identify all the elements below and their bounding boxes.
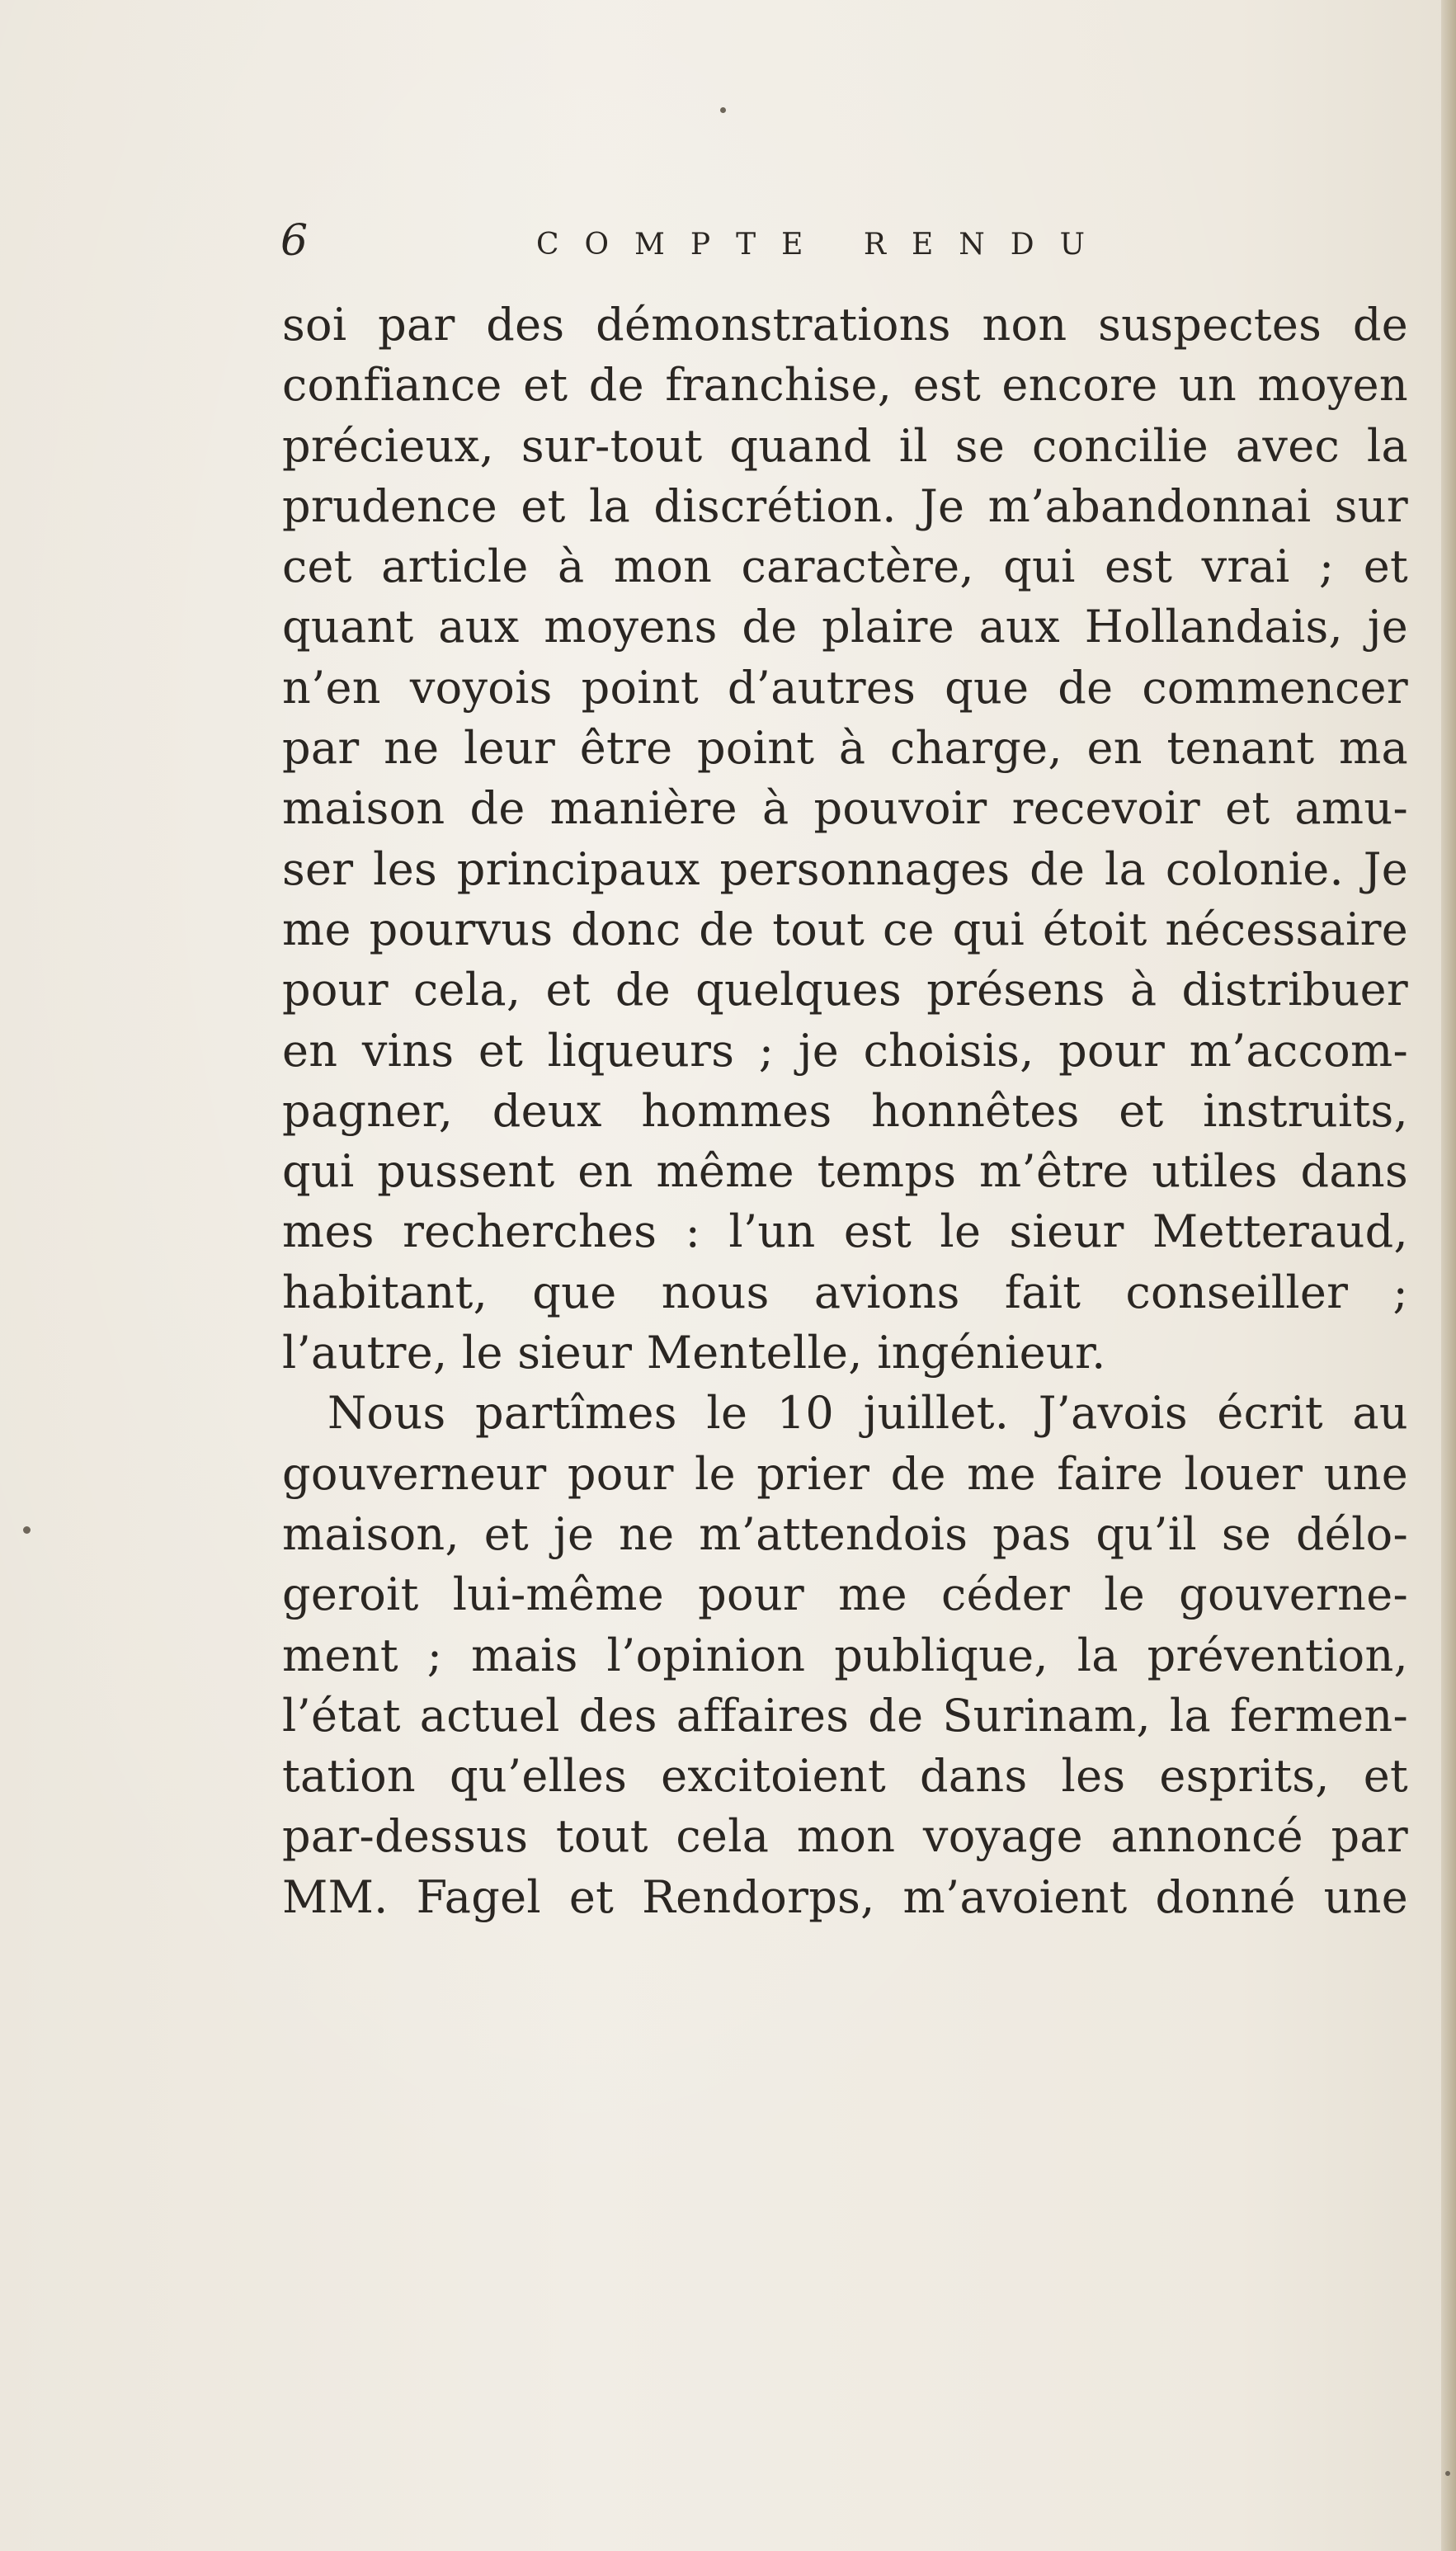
text-line: prudence et la discrétion. Je m’abandonnai sur [282, 479, 1408, 532]
text-line: ment ; mais l’opinion publique, la prévention, [282, 1629, 1408, 1681]
text-line: MM. Fagel et Rendorps, m’avoient donné une [282, 1870, 1408, 1923]
text-line: soi par des démonstrations non suspectes de [282, 299, 1408, 351]
text-line: pour cela, et de quelques présens à distribuer [282, 964, 1408, 1016]
text-line: maison de manière à pouvoir recevoir et amu- [282, 782, 1408, 835]
text-line: l’autre, le sieur Mentelle, ingénieur. [282, 1327, 1106, 1379]
text-line: qui pussent en même temps m’être utiles dans [282, 1145, 1408, 1198]
text-line: n’en voyois point d’autres que de commencer [282, 661, 1408, 714]
text-line: tation qu’elles excitoient dans les esprits, et [282, 1750, 1408, 1803]
text-line: gouverneur pour le prier de me faire louer une [282, 1447, 1408, 1500]
text-line: l’état actuel des affaires de Surinam, la fermen- [282, 1689, 1408, 1742]
text-line: confiance et de franchise, est encore un moyen [282, 359, 1408, 412]
text-line: ser les principaux personnages de la colonie. Je [282, 842, 1408, 895]
text-line: maison, et je ne m’attendois pas qu’il se délo- [282, 1507, 1408, 1560]
running-head: COMPTE RENDU [536, 228, 1110, 262]
text-line: par-dessus tout cela mon voyage annoncé par [282, 1810, 1408, 1863]
page-edge-shadow [1441, 0, 1456, 2551]
text-line: précieux, sur-tout quand il se concilie avec la [282, 419, 1408, 472]
text-line: me pourvus donc de tout ce qui étoit nécessaire [282, 903, 1408, 955]
text-line: geroit lui-même pour me céder le gouverne- [282, 1568, 1408, 1621]
page-number: 6 [280, 216, 309, 266]
paragraph-first-line: Nous partîmes le 10 juillet. J’avois écrit au [327, 1387, 1408, 1440]
text-line: cet article à mon caractère, qui est vrai ; et [282, 540, 1408, 593]
ink-speck [1445, 2471, 1450, 2476]
text-line: pagner, deux hommes honnêtes et instruits, [282, 1084, 1408, 1137]
ink-speck [23, 1526, 31, 1534]
text-line: mes recherches : l’un est le sieur Metteraud, [282, 1205, 1408, 1258]
text-line: quant aux moyens de plaire aux Hollandais, je [282, 601, 1408, 653]
text-line: par ne leur être point à charge, en tenant ma [282, 722, 1408, 775]
page-header [280, 216, 1435, 266]
text-line: en vins et liqueurs ; je choisis, pour m’accom- [282, 1024, 1408, 1077]
text-line: habitant, que nous avions fait conseiller ; [282, 1266, 1408, 1318]
ink-speck [720, 107, 726, 113]
body-text [282, 295, 1408, 1927]
